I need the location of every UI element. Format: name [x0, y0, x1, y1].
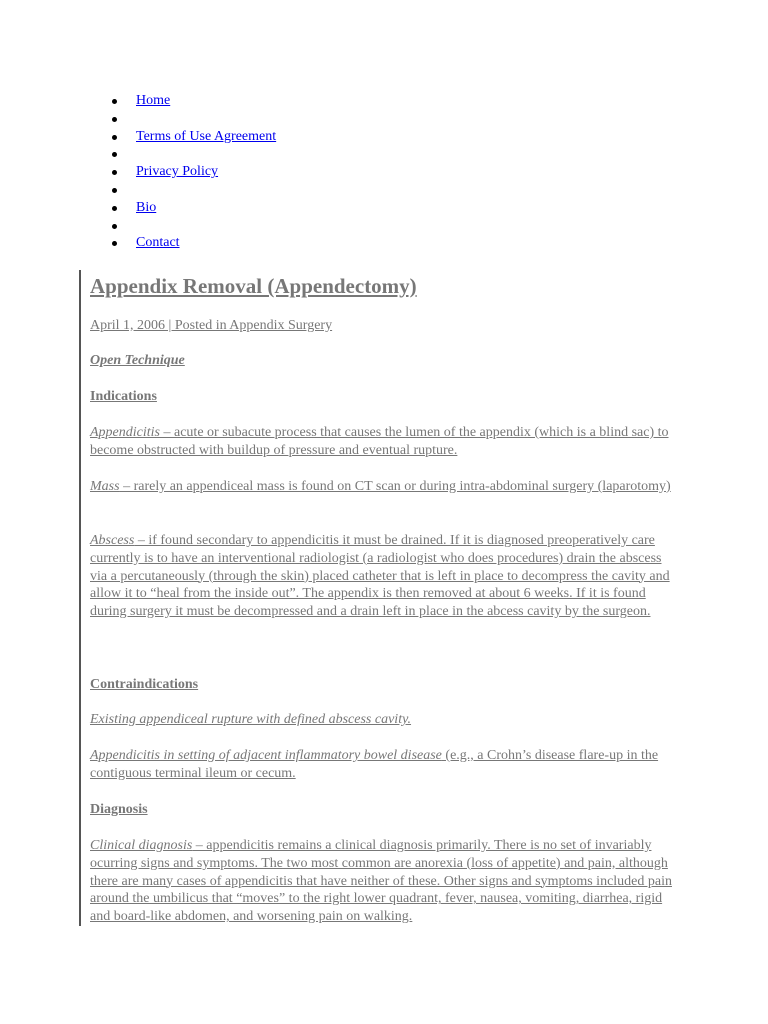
nav-link-home[interactable]: Home [136, 93, 171, 108]
section-heading-open-technique: Open Technique [90, 353, 185, 368]
term-mass: Mass [90, 479, 120, 494]
nav-link-contact[interactable]: Contact [136, 235, 180, 251]
contra1-text: Existing appendiceal rupture with defined abscess cavity. [90, 712, 412, 727]
section-heading-indications: Indications [90, 389, 157, 404]
nav-link-terms[interactable]: Terms of Use Agreement [136, 128, 277, 144]
term-abscess: Abscess [90, 533, 135, 548]
contra2-text: (e.g., a Crohn’s disease flare-up in the contiguous terminal ileum or cecum. [90, 748, 659, 781]
article [79, 270, 681, 926]
term-clinical-diagnosis: Clinical diagnosis [90, 838, 193, 853]
nav-link-bio[interactable]: Bio [136, 199, 157, 215]
mass-text: – rarely an appendiceal mass is found on CT scan or during intra-abdominal surgery (laparotomy) [119, 479, 671, 494]
article-title[interactable]: Appendix Removal (Appendectomy) [90, 274, 417, 298]
term-appendicitis: Appendicitis [90, 425, 160, 440]
paragraph-contra1 [90, 711, 675, 729]
paragraph-mass [90, 478, 675, 496]
paragraph-contra2 [90, 747, 675, 783]
abscess-text: – if found secondary to appendicitis it must be drained. If it is diagnosed preoperatively care currently is to have an interventional radiologist (a radiologist who does procedures) drain the abscess via a percutaneously (through the skin) placed catheter that is left in place to decompress the cavity and allow it to “heal from the inside out”. The appendix is then removed at about 6 weeks. If it is found during surgery it must be decompressed and a drain left in place in the abcess cavity by the surgeon. [90, 533, 670, 620]
section-heading-diagnosis: Diagnosis [90, 802, 148, 817]
paragraph-abscess [90, 532, 675, 621]
clinical-text: – appendicitis remains a clinical diagnosis primarily. There is no set of invariably ocurring signs and symptoms. The two most common are anorexia (loss of appetite) and pain, although there are many cases of appendicitis that have neither of these. Other signs and symptoms included pain around the umbilicus that “moves” to the right lower quadrant, fever, nausea, vomiting, diarrhea, rigid and board-like abdomen, and worsening pain on walking. [90, 838, 672, 925]
article-meta[interactable]: April 1, 2006 | Posted in Appendix Surgery [90, 318, 333, 333]
section-heading-contraindications: Contraindications [90, 677, 199, 692]
appendicitis-text: – acute or subacute process that causes the lumen of the appendix (which is a blind sac) to become obstructed with buildup of pressure and eventual rupture. [90, 425, 669, 458]
nav-link-privacy[interactable]: Privacy Policy [136, 164, 219, 180]
term-contra2: Appendicitis in setting of adjacent inflammatory bowel disease [90, 748, 442, 763]
paragraph-clinical-diagnosis [90, 837, 675, 926]
paragraph-appendicitis [90, 424, 675, 460]
